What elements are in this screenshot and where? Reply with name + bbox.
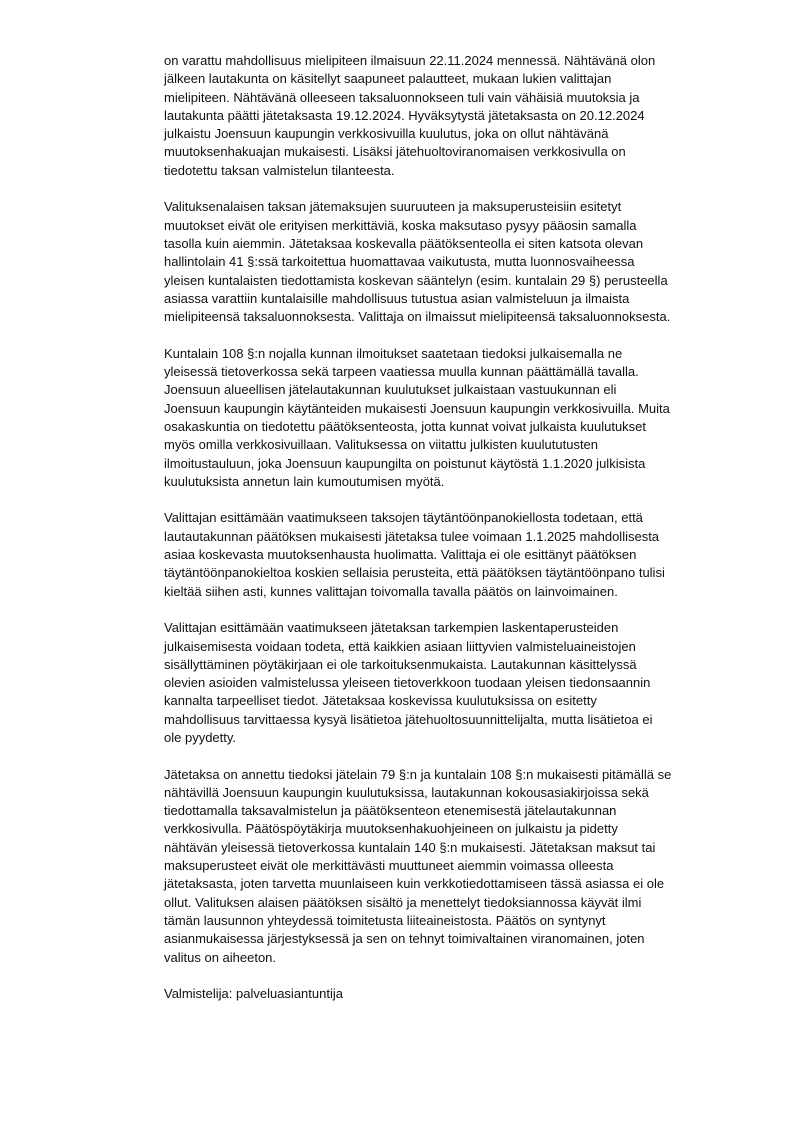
- text-line: muutokset eivät ole erityisen merkittäviä, koska maksutaso pysyy pääosin samalla: [164, 217, 637, 233]
- paragraph-enforcement-ban: [164, 509, 744, 600]
- text-line: asiaa koskevasta muutoksenhausta huolimatta. Valittaja ei ole esittänyt päätöksen: [164, 547, 637, 563]
- text-line: mielipiteensä taksaluonnoksesta. Valittaja on ilmaissut mielipiteensä taksaluonnoksesta.: [164, 309, 671, 325]
- text-line: kannalta tarpeelliset tiedot. Jätetaksaa koskevissa kuulutuksissa on esitetty: [164, 693, 597, 709]
- preparer-line: [164, 985, 744, 1003]
- text-line: Joensuun alueellisen jätelautakunnan kuulutukset julkaistaan vastuukunnan eli: [164, 382, 617, 398]
- text-line: ole pyydetty.: [164, 729, 237, 745]
- text-line: asiassa varattiin kuntalaisille mahdollisuus tutustua asian valmisteluun ja ilmaista: [164, 290, 630, 306]
- text-line: kuulutuksista annetun lain kumoutumisen myötä.: [164, 473, 445, 489]
- text-line: lautautakunnan päätöksen mukaisesti jätetaksa tulee voimaan 1.1.2025 mahdollisesta: [164, 528, 660, 544]
- text-line: tiedottamalla taksavalmistelun ja päätöksenteon etenemisestä jätelautakunnan: [164, 803, 617, 819]
- text-line: mahdollisuus tarvittaessa kysyä lisätietoa jätehuoltosuunnittelijalta, mutta lisätietoa ei: [164, 711, 653, 727]
- text-line: maksuperusteet eivät ole merkittävästi muuttuneet aiemmin voimassa olleesta: [164, 858, 614, 874]
- text-line: Valmistelija: palveluasiantuntija: [164, 986, 343, 1002]
- text-line: jätetaksasta, joten tarvetta muunlaiseen kuin verkkotiedottamiseen tässä asiassa ei ole: [164, 876, 665, 892]
- text-line: Valittajan esittämään vaatimukseen taksojen täytäntöönpanokiellosta todetaan, että: [164, 510, 643, 526]
- text-line: täytäntöönpanokieltoa koskien sellaisia perusteita, että päätöksen täytäntöönpano tulisi: [164, 565, 665, 581]
- paragraph-publication-notice: [164, 52, 744, 180]
- text-line: asianmukaisessa järjestyksessä ja sen on tehnyt toimivaltainen viranomainen, joten: [164, 931, 645, 947]
- document-page: [164, 52, 744, 1022]
- text-line: olevien asioiden valmistelussa yleiseen tietoverkkoon tuodaan yleisen tiedonsaannin: [164, 675, 651, 691]
- text-line: julkaistu Joensuun kaupungin verkkosivuilla kuulutus, joka on ollut nähtävänä: [164, 126, 609, 142]
- text-line: Valittajan esittämään vaatimukseen jätetaksan tarkempien laskentaperusteiden: [164, 620, 619, 636]
- text-line: nähtävän yleisessä tietoverkossa kuntalain 140 §:n mukaisesti. Jätetaksan maksut tai: [164, 839, 656, 855]
- text-line: ilmoitustauluun, joka Joensuun kaupungilta on poistunut käytöstä 1.1.2020 julkisista: [164, 455, 646, 471]
- text-line: muutoksenhakuajan mukaisesti. Lisäksi jätehuoltoviranomaisen verkkosivulla on: [164, 144, 626, 160]
- paragraph-municipal-announcements: [164, 345, 744, 491]
- text-line: julkaisemisesta voidaan todeta, että kaikkien asiaan liittyvien valmisteluaineistojen: [164, 638, 636, 654]
- text-line: Joensuun kaupungin käytänteiden mukaisesti Joensuun kaupungin verkkosivuilla. Muita: [164, 400, 670, 416]
- text-line: yleisessä tietoverkossa sekä tarpeen vaatiessa muulla kunnan päättämällä tavalla.: [164, 364, 639, 380]
- text-line: osakaskuntia on tiedotettu päätöksenteosta, jotta kunnat voivat julkaista kuulutukset: [164, 418, 647, 434]
- text-line: yleisen kuntalaisten tiedottamista koskevan sääntelyn (esim. kuntalain 29 §) perusteella: [164, 272, 668, 288]
- text-line: Kuntalain 108 §:n nojalla kunnan ilmoitukset saatetaan tiedoksi julkaisemalla ne: [164, 345, 623, 361]
- paragraph-calculation-basis: [164, 619, 744, 747]
- text-line: on varattu mahdollisuus mielipiteen ilmaisuun 22.11.2024 mennessä. Nähtävänä olon: [164, 53, 656, 68]
- text-line: nähtävillä Joensuun kaupungin kuulutuksissa, lautakunnan kokousasiakirjoissa sekä: [164, 784, 649, 800]
- paragraph-fee-changes: [164, 198, 744, 326]
- text-line: tämän lausunnon yhteydessä toimitetusta liiteaineistosta. Päätös on syntynyt: [164, 912, 606, 928]
- text-line: ollut. Valituksen alaisen päätöksen sisältö ja menettelyt tiedoksiannossa käyvät ilmi: [164, 894, 642, 910]
- text-line: lautakunta päätti jätetaksasta 19.12.2024. Hyväksytystä jätetaksasta on 20.12.2024: [164, 107, 645, 123]
- text-line: sisällyttäminen pöytäkirjaan ei ole tarkoituksenmukaista. Lautakunnan käsittelyssä: [164, 656, 637, 672]
- text-line: valitus on aiheeton.: [164, 949, 277, 965]
- text-line: hallintolain 41 §:ssä tarkoitettua huomattavaa vaikutusta, mutta luonnosvaiheessa: [164, 254, 635, 270]
- paragraph-conclusion: [164, 766, 744, 967]
- text-line: jälkeen lautakunta on käsitellyt saapuneet palautteet, mukaan lukien valittajan: [164, 71, 612, 87]
- text-line: tasolla kuin aiemmin. Jätetaksaa koskevalla päätöksenteolla ei siten katsota olevan: [164, 235, 644, 251]
- text-line: tiedotettu taksan valmistelun tilanteesta.: [164, 162, 395, 178]
- text-line: Jätetaksa on annettu tiedoksi jätelain 79 §:n ja kuntalain 108 §:n mukaisesti pitämällä se: [164, 766, 672, 782]
- text-line: Valituksenalaisen taksan jätemaksujen suuruuteen ja maksuperusteisiin esitetyt: [164, 199, 622, 215]
- text-line: myös omilla verkkosivuillaan. Valituksessa on viitattu julkisten kuulututusten: [164, 437, 599, 453]
- text-line: kieltää siihen asti, kunnes valittajan toivomalla tavalla päätös on lainvoimainen.: [164, 583, 618, 599]
- text-line: mielipiteen. Nähtävänä olleeseen taksaluonnokseen tuli vain vähäisiä muutoksia ja: [164, 89, 640, 105]
- text-line: verkkosivulla. Päätöspöytäkirja muutoksenhakuohjeineen on julkaistu ja pidetty: [164, 821, 618, 837]
